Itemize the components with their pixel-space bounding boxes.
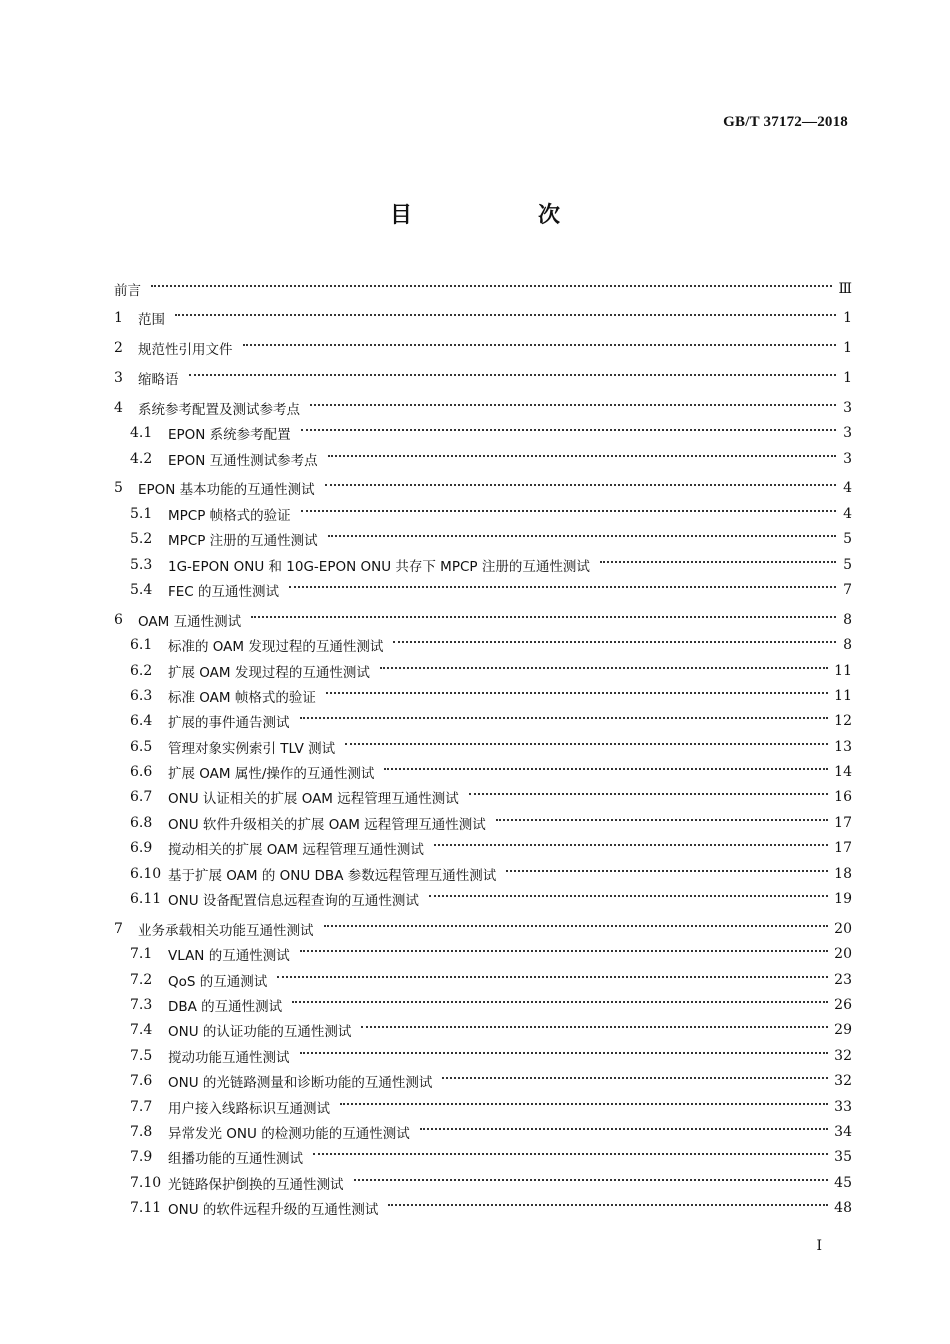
toc-entry-number: 7.5	[130, 1047, 153, 1064]
toc-entry[interactable]	[114, 1094, 852, 1119]
dot-leader	[328, 535, 836, 537]
toc-entry-label: 缩略语	[138, 372, 179, 389]
toc-entry[interactable]	[114, 632, 852, 657]
standard-code: GB/T 37172—2018	[723, 114, 848, 130]
toc-entry-page: 19	[834, 891, 852, 908]
toc-entry[interactable]	[114, 501, 852, 526]
toc-entry-page: 23	[834, 971, 852, 988]
dot-leader	[429, 895, 828, 897]
toc-entry-label: ONU 的软件远程升级的互通性测试	[168, 1202, 379, 1219]
toc-entry-label: VLAN 的互通性测试	[168, 948, 290, 965]
toc-entry-number: 1	[114, 310, 123, 327]
toc-entry-label: 标准 OAM 帧格式的验证	[168, 689, 316, 706]
toc-entry[interactable]	[114, 810, 852, 835]
dot-leader	[301, 429, 836, 431]
toc-entry-label: 光链路保护倒换的互通性测试	[168, 1176, 344, 1193]
dot-leader	[340, 1103, 828, 1105]
toc-entry-label: EPON 系统参考配置	[168, 427, 291, 444]
toc-entry[interactable]	[114, 577, 852, 602]
toc-entry-label: MPCP 帧格式的验证	[168, 507, 291, 524]
toc-entry[interactable]	[114, 336, 852, 361]
toc-entry[interactable]	[114, 446, 852, 471]
toc-entry-label: 业务承载相关功能互通性测试	[138, 922, 314, 939]
toc-entry-number: 7.3	[130, 996, 153, 1013]
toc-entry-number: 5.3	[130, 556, 153, 573]
toc-entry[interactable]	[114, 992, 852, 1017]
dot-leader	[292, 1001, 828, 1003]
toc-entry-page: 34	[834, 1123, 852, 1140]
toc-entry-label: 标准的 OAM 发现过程的互通性测试	[168, 639, 384, 656]
toc-entry-page: 3	[843, 399, 852, 416]
toc-entry-page: 1	[843, 340, 852, 357]
toc-entry-label: 异常发光 ONU 的检测功能的互通性测试	[168, 1125, 410, 1142]
dot-leader	[300, 950, 828, 952]
toc-entry-number: 7.11	[130, 1200, 162, 1217]
toc-entry[interactable]	[114, 1018, 852, 1043]
dot-leader	[301, 510, 836, 512]
toc-entry[interactable]	[114, 421, 852, 446]
dot-leader	[469, 793, 828, 795]
toc-entry-page: 11	[834, 662, 852, 679]
toc-entry-label: 规范性引用文件	[138, 342, 233, 359]
toc-entry-page: 35	[834, 1149, 852, 1166]
toc-entry-page: 32	[834, 1047, 852, 1064]
toc-entry-page: 5	[843, 531, 852, 548]
toc-entry-page: 5	[843, 556, 852, 573]
toc-entry-number: 4.2	[130, 450, 153, 467]
toc-entry[interactable]	[114, 916, 852, 941]
dot-leader	[251, 616, 836, 618]
toc-entry-number: 6.3	[130, 687, 153, 704]
toc-entry-label: 搅动功能互通性测试	[168, 1049, 290, 1066]
dot-leader	[151, 285, 832, 287]
toc-entry[interactable]	[114, 683, 852, 708]
toc-entry[interactable]	[114, 1068, 852, 1093]
toc-entry[interactable]	[114, 1195, 852, 1220]
dot-leader	[326, 692, 828, 694]
toc-entry-page: 12	[834, 713, 852, 730]
dot-leader	[496, 819, 828, 821]
dot-leader	[388, 1204, 828, 1206]
dot-leader	[289, 586, 836, 588]
toc-entry-page: 1	[843, 370, 852, 387]
toc-entry-number: 6.9	[130, 840, 153, 857]
dot-leader	[393, 641, 836, 643]
dot-leader	[600, 561, 836, 563]
toc-entry-label: ONU 设备配置信息远程查询的互通性测试	[168, 893, 419, 910]
toc-entry-label: 范围	[138, 312, 165, 329]
toc-entry-number: 7.1	[130, 946, 153, 963]
toc-entry-label: OAM 互通性测试	[138, 613, 242, 630]
toc-entry[interactable]	[114, 476, 852, 501]
toc-entry-label: EPON 互通性测试参考点	[168, 452, 318, 469]
dot-leader	[324, 925, 829, 927]
toc-entry-label: 扩展 OAM 属性/操作的互通性测试	[168, 766, 375, 783]
toc-entry-number: 6.8	[130, 814, 153, 831]
toc-entry-number: 5.1	[130, 505, 153, 522]
toc-entry-label: ONU 的光链路测量和诊断功能的互通性测试	[168, 1075, 433, 1092]
toc-entry-number: 6.6	[130, 764, 153, 781]
page-title: 目 次	[389, 203, 612, 228]
toc-entry-page: 26	[834, 996, 852, 1013]
toc-entry-number: 7.4	[130, 1022, 153, 1039]
dot-leader	[243, 344, 837, 346]
toc-entry-label: ONU 软件升级相关的扩展 OAM 远程管理互通性测试	[168, 816, 486, 833]
dot-leader	[434, 844, 828, 846]
toc-entry-number: 4.1	[130, 425, 153, 442]
toc-entry-number: 3	[114, 370, 123, 387]
toc-entry-number: 5.4	[130, 581, 153, 598]
table-of-contents	[114, 276, 852, 1221]
toc-entry-label: ONU 的认证功能的互通性测试	[168, 1024, 352, 1041]
toc-entry-page: 14	[834, 764, 852, 781]
dot-leader	[384, 768, 828, 770]
toc-entry-number: 6.5	[130, 738, 153, 755]
toc-entry[interactable]	[114, 1145, 852, 1170]
toc-entry[interactable]	[114, 658, 852, 683]
toc-entry-label: DBA 的互通性测试	[168, 998, 283, 1015]
toc-entry[interactable]	[114, 836, 852, 861]
toc-entry-label: 组播功能的互通性测试	[168, 1151, 303, 1168]
toc-entry-label: FEC 的互通性测试	[168, 583, 280, 600]
toc-entry-number: 4	[114, 399, 123, 416]
toc-entry-number: 7.8	[130, 1123, 153, 1140]
toc-entry-label: QoS 的互通测试	[168, 973, 268, 990]
toc-entry-number: 7.7	[130, 1098, 153, 1115]
dot-leader	[506, 870, 828, 872]
toc-entry-number: 6.11	[130, 891, 162, 908]
toc-entry-label: 系统参考配置及测试参考点	[138, 401, 300, 418]
toc-entry[interactable]	[114, 759, 852, 784]
toc-entry-number: 6.1	[130, 637, 153, 654]
toc-entry-page: 48	[834, 1200, 852, 1217]
dot-leader	[328, 455, 836, 457]
toc-entry-label: 1G-EPON ONU 和 10G-EPON ONU 共存下 MPCP 注册的互通性测试	[168, 558, 590, 575]
toc-entry-page: 20	[834, 920, 852, 937]
toc-entry-label: 搅动相关的扩展 OAM 远程管理互通性测试	[168, 842, 424, 859]
toc-entry[interactable]	[114, 395, 852, 420]
toc-entry-number: 6	[114, 611, 123, 628]
dot-leader	[300, 1052, 829, 1054]
toc-entry[interactable]	[114, 607, 852, 632]
toc-entry-page: 11	[834, 687, 852, 704]
dot-leader	[380, 667, 828, 669]
toc-entry-page: 8	[843, 637, 852, 654]
toc-entry-label: 基于扩展 OAM 的 ONU DBA 参数远程管理互通性测试	[168, 867, 497, 884]
toc-entry[interactable]	[114, 306, 852, 331]
dot-leader	[300, 717, 829, 719]
dot-leader	[442, 1077, 828, 1079]
toc-entry-number: 5	[114, 480, 123, 497]
toc-entry-page: 45	[834, 1174, 852, 1191]
toc-entry-page: 29	[834, 1022, 852, 1039]
dot-leader	[310, 404, 836, 406]
toc-entry-number: 7.9	[130, 1149, 153, 1166]
toc-entry-number: 6.7	[130, 789, 153, 806]
toc-entry[interactable]	[114, 1043, 852, 1068]
toc-entry-label: MPCP 注册的互通性测试	[168, 533, 318, 550]
toc-entry-page: 33	[834, 1098, 852, 1115]
toc-entry-page: 4	[843, 480, 852, 497]
toc-entry-number: 7	[114, 920, 123, 937]
toc-entry[interactable]	[114, 1170, 852, 1195]
toc-entry-page: 4	[843, 505, 852, 522]
page-number: Ⅰ	[816, 1238, 822, 1254]
toc-entry[interactable]	[114, 276, 852, 301]
toc-entry-page: 20	[834, 946, 852, 963]
toc-entry-page: 17	[834, 814, 852, 831]
toc-entry-number: 7.10	[130, 1174, 162, 1191]
toc-entry-number: 5.2	[130, 531, 153, 548]
toc-entry-label: 用户接入线路标识互通测试	[168, 1100, 330, 1117]
toc-entry-label: 前言	[114, 282, 141, 299]
toc-entry-page: 17	[834, 840, 852, 857]
dot-leader	[354, 1179, 829, 1181]
toc-entry-number: 6.10	[130, 865, 162, 882]
toc-entry[interactable]	[114, 861, 852, 886]
toc-entry-page: 18	[834, 865, 852, 882]
toc-entry-number: 7.2	[130, 971, 153, 988]
toc-entry-number: 6.4	[130, 713, 153, 730]
dot-leader	[325, 484, 836, 486]
dot-leader	[175, 314, 836, 316]
toc-entry-number: 2	[114, 340, 123, 357]
dot-leader	[277, 976, 828, 978]
toc-entry[interactable]	[114, 526, 852, 551]
toc-entry-label: EPON 基本功能的互通性测试	[138, 482, 315, 499]
toc-entry[interactable]	[114, 967, 852, 992]
toc-entry-page: 16	[834, 789, 852, 806]
dot-leader	[189, 374, 837, 376]
toc-entry[interactable]	[114, 785, 852, 810]
toc-entry-page: 1	[843, 310, 852, 327]
toc-entry[interactable]	[114, 1119, 852, 1144]
toc-entry-page: 3	[843, 450, 852, 467]
toc-entry-page: 13	[834, 738, 852, 755]
toc-entry-page: 3	[843, 425, 852, 442]
toc-entry-label: ONU 认证相关的扩展 OAM 远程管理互通性测试	[168, 791, 459, 808]
toc-entry[interactable]	[114, 552, 852, 577]
toc-entry-page: 32	[834, 1073, 852, 1090]
dot-leader	[420, 1128, 828, 1130]
toc-entry-number: 6.2	[130, 662, 153, 679]
toc-entry-label: 管理对象实例索引 TLV 测试	[168, 740, 336, 757]
toc-entry-label: 扩展的事件通告测试	[168, 715, 290, 732]
toc-entry-label: 扩展 OAM 发现过程的互通性测试	[168, 664, 370, 681]
dot-leader	[345, 743, 828, 745]
toc-entry[interactable]	[114, 886, 852, 911]
toc-entry-number: 7.6	[130, 1073, 153, 1090]
toc-entry[interactable]	[114, 942, 852, 967]
dot-leader	[313, 1153, 828, 1155]
toc-entry[interactable]	[114, 709, 852, 734]
toc-entry-page: Ⅲ	[838, 280, 852, 297]
dot-leader	[361, 1026, 828, 1028]
toc-entry[interactable]	[114, 365, 852, 390]
toc-entry[interactable]	[114, 734, 852, 759]
toc-entry-page: 7	[843, 581, 852, 598]
toc-entry-page: 8	[843, 611, 852, 628]
